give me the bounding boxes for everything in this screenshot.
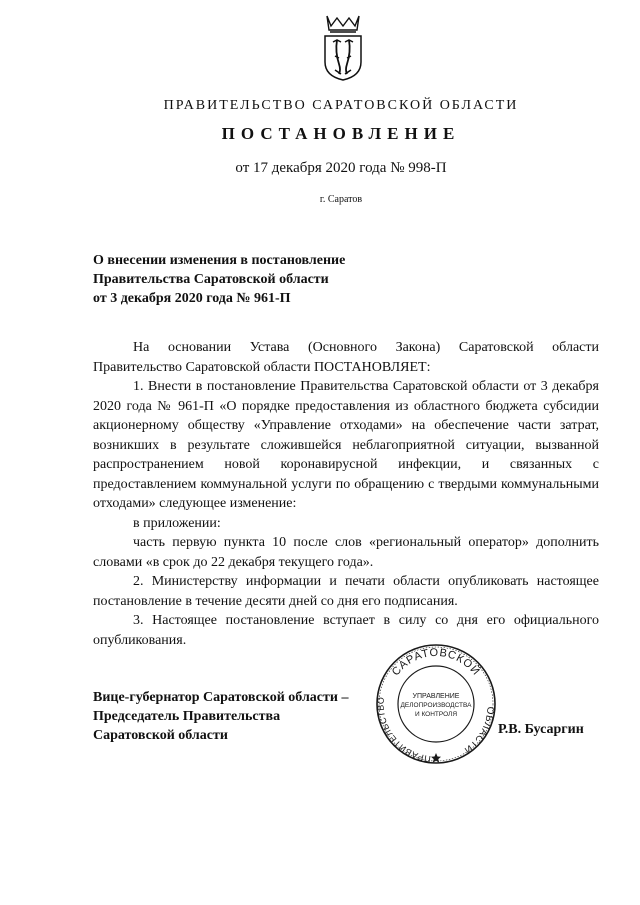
- crown-icon: [327, 16, 359, 32]
- government-name: ПРАВИТЕЛЬСТВО САРАТОВСКОЙ ОБЛАСТИ: [163, 98, 519, 113]
- body-paragraph: 1. Внести в постановление Правительства Саратовской области от 3 декабря 2020 года № 961-П «О порядке предоставления из областного бюджета субсидии акционерному обществу «Управление отходами» на обеспечение части затрат, возникших в результате сложившейся неблагоприятной ситуации, вызванной распространением новой коронавирусной инфекции, и связанных с предоставлением коммунальной услуги по обращению с твердыми коммунальными отходами» следующее изменение:: [93, 379, 599, 511]
- stamp-inner-line: ДЕЛОПРОИЗВОДСТВА: [400, 702, 472, 709]
- subject-line: Правительства Саратовской области: [93, 272, 329, 287]
- signatory-title: [93, 688, 393, 745]
- document-date-number: от 17 декабря 2020 года № 998-П: [235, 160, 447, 176]
- stamp-star-icon: [431, 753, 441, 763]
- signatory-title-line: Председатель Правительства: [93, 709, 281, 724]
- stamp-outer-top-text: САРАТОВСКОЙ: [389, 646, 483, 679]
- signatory-name: Р.В. Бусаргин: [498, 722, 584, 737]
- document-type-title: ПОСТАНОВЛЕНИЕ: [221, 124, 461, 143]
- stamp-outer-left-text: ПРАВИТЕЛЬСТВО: [375, 696, 432, 765]
- signatory-title-line: Вице-губернатор Саратовской области –: [93, 690, 349, 705]
- svg-text:САРАТОВСКОЙ: [390, 647, 483, 678]
- body-paragraph: 3. Настоящее постановление вступает в силу со дня его официального опубликования.: [93, 613, 599, 648]
- shield-icon: [325, 36, 361, 80]
- subject-line: от 3 декабря 2020 года № 961-П: [93, 291, 291, 306]
- document-city: г. Саратов: [319, 194, 363, 205]
- body-paragraph: в приложении:: [133, 515, 221, 531]
- body-paragraph: На основании Устава (Основного Закона) Саратовской области Правительство Саратовской области ПОСТАНОВЛЯЕТ:: [93, 340, 599, 375]
- stamp-inner-line: УПРАВЛЕНИЕ: [412, 693, 460, 700]
- stamp-outer-right-text: ОБЛАСТИ: [461, 706, 496, 756]
- stamp-inner-line: И КОНТРОЛЯ: [414, 711, 458, 718]
- subject-line: О внесении изменения в постановление: [93, 253, 346, 268]
- document-body: [93, 338, 599, 650]
- signatory-title-line: Саратовской области: [93, 728, 228, 743]
- svg-text:ОБЛАСТИ: [462, 706, 496, 755]
- document-subject: [93, 251, 413, 308]
- body-paragraph: 2. Министерству информации и печати области опубликовать настоящее постановление в течение десяти дней со дня его подписания.: [93, 574, 599, 609]
- coat-of-arms-emblem: [315, 12, 371, 82]
- body-paragraph: часть первую пункта 10 после слов «региональный оператор» дополнить словами «в срок до 22 декабря текущего года».: [93, 535, 599, 570]
